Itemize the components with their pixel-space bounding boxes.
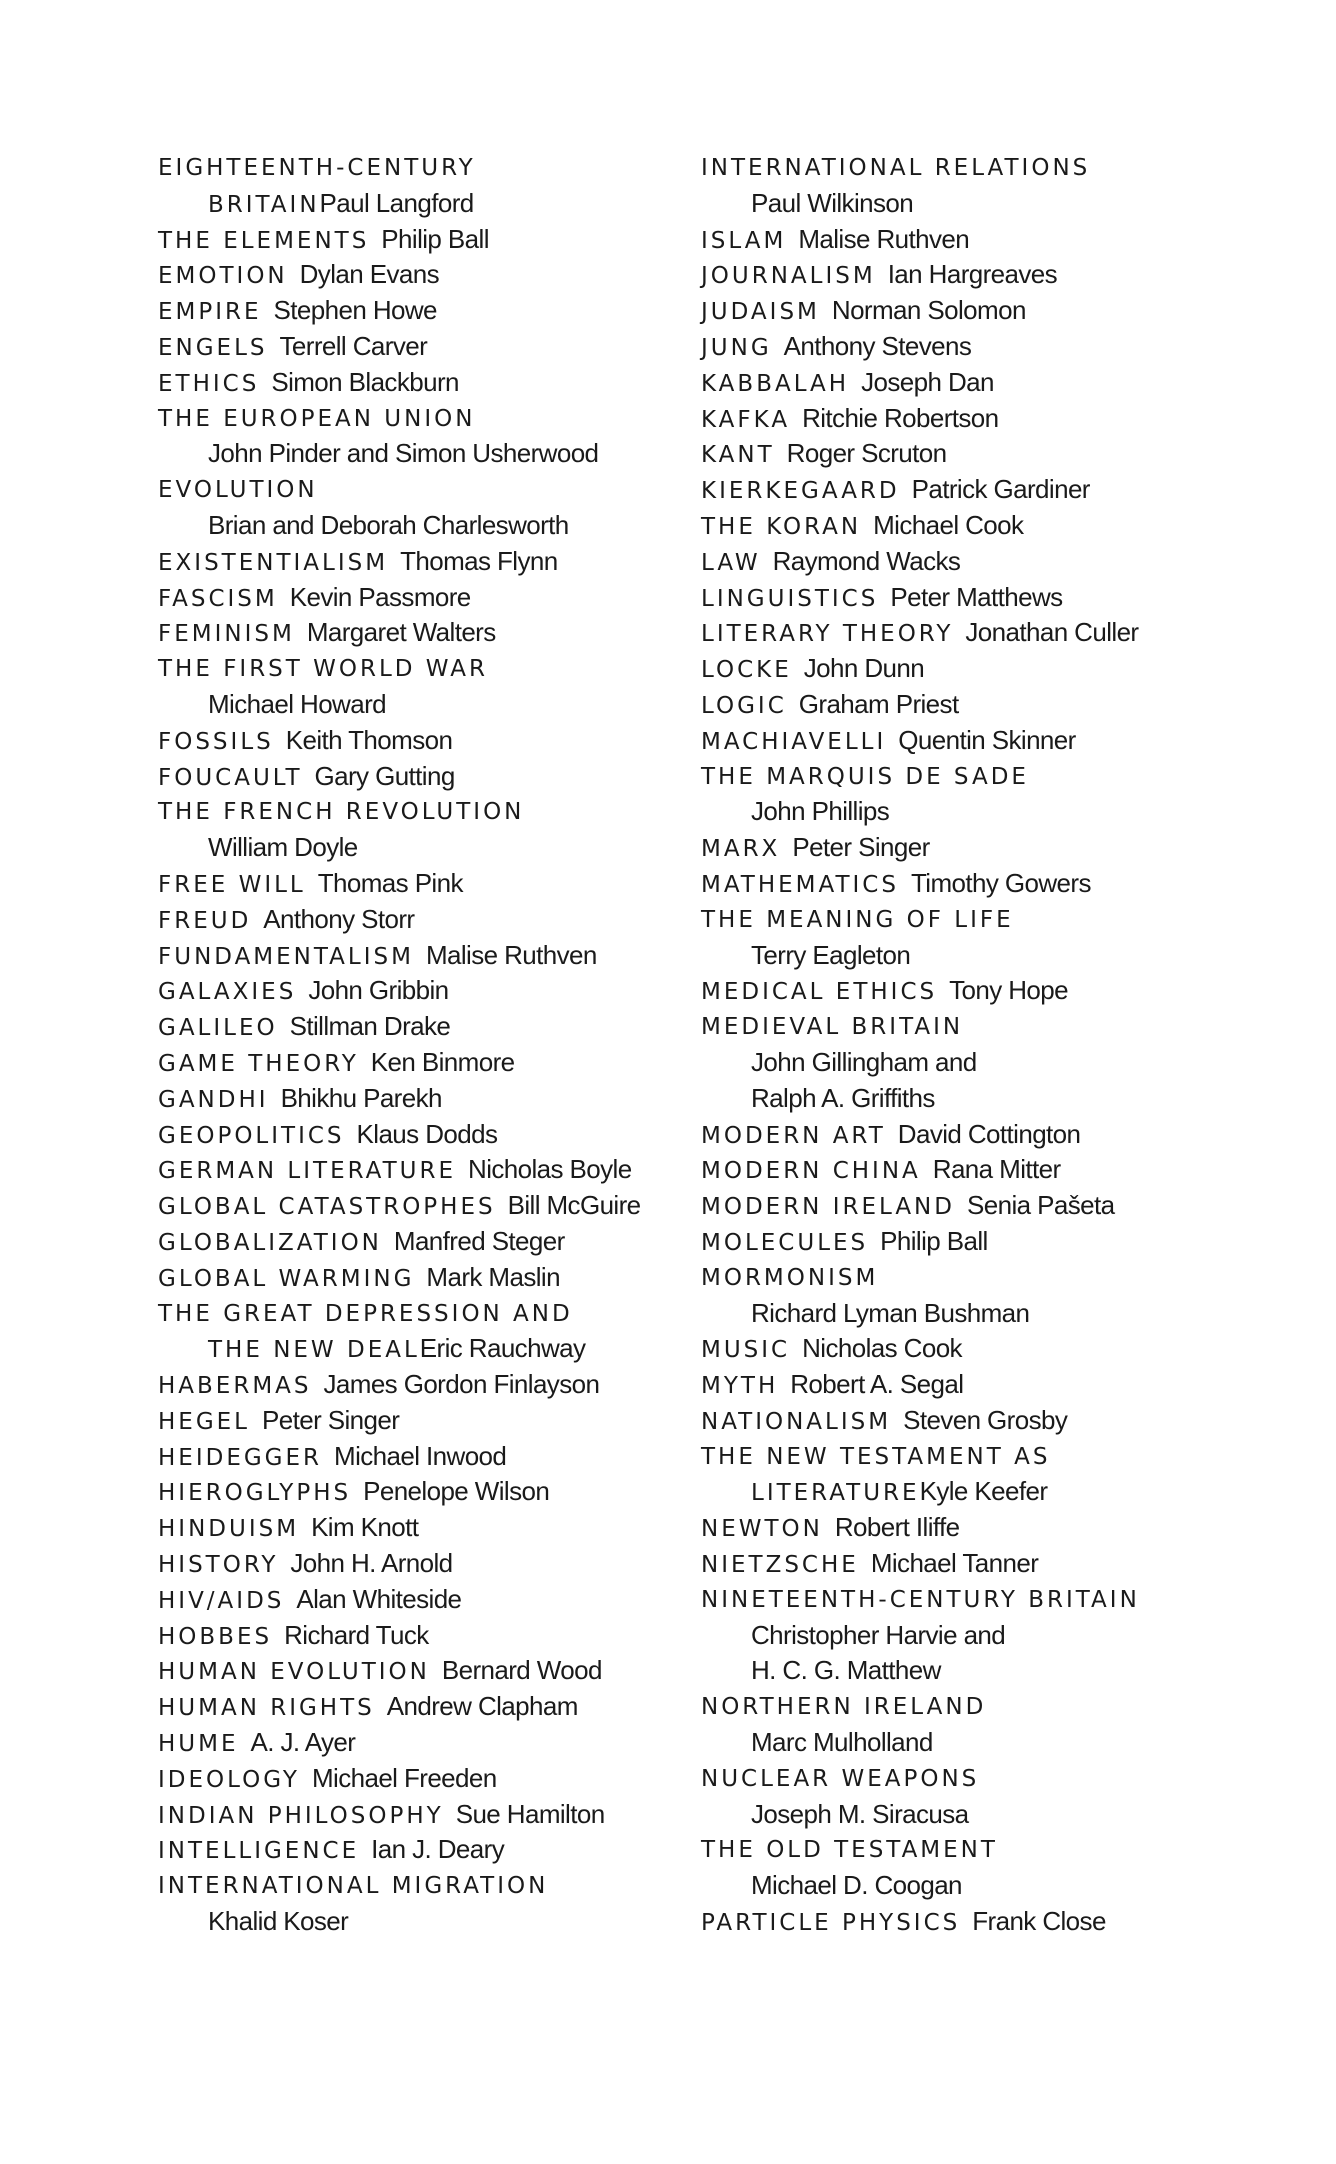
list-entry: [701, 866, 1261, 902]
entry-title: GLOBAL WARMING: [158, 1265, 415, 1292]
list-entry: [158, 1439, 678, 1475]
entry-author: Ken Binmore: [370, 1046, 515, 1077]
entry-author: Philip Ball: [381, 223, 489, 254]
entry-title: INTELLIGENCE: [158, 1838, 360, 1865]
entry-title: HINDUISM: [158, 1516, 300, 1543]
entry-title: GALAXIES: [158, 979, 297, 1006]
list-entry: [158, 1510, 678, 1546]
list-entry: [701, 1188, 1261, 1224]
entry-author: Peter Matthews: [890, 581, 1063, 612]
list-entry: [701, 1868, 1261, 1904]
list-entry: [701, 1081, 1261, 1117]
list-entry: [158, 1331, 678, 1367]
entry-author: Terrell Carver: [279, 330, 428, 361]
list-entry: [158, 1689, 678, 1725]
list-entry: [158, 1117, 678, 1153]
entry-title: MODERN IRELAND: [701, 1194, 955, 1221]
entry-author: Khalid Koser: [208, 1906, 349, 1937]
entry-author: Eric Rauchway: [419, 1333, 586, 1364]
entry-title: GANDHI: [158, 1086, 269, 1113]
list-entry: [701, 150, 1261, 186]
entry-author: Senia Pašeta: [966, 1190, 1115, 1221]
list-entry: [701, 1797, 1261, 1833]
list-entry: [158, 723, 678, 759]
entry-author: Gary Gutting: [314, 760, 455, 791]
list-entry: [701, 472, 1261, 508]
list-entry: [701, 1152, 1261, 1188]
entry-author: John Gribbin: [308, 975, 449, 1006]
entry-author: Richard Tuck: [284, 1619, 429, 1650]
entry-author: Quentin Skinner: [898, 724, 1076, 755]
entry-author: Margaret Walters: [306, 617, 496, 648]
entry-title: ISLAM: [701, 227, 787, 254]
entry-title: THE KORAN: [701, 513, 862, 540]
list-entry: [701, 436, 1261, 472]
entry-author: William Doyle: [208, 832, 358, 863]
entry-title: GLOBAL CATASTROPHES: [158, 1194, 496, 1221]
entry-title: MODERN CHINA: [701, 1158, 921, 1185]
list-entry: [158, 150, 678, 186]
entry-author: Michael Inwood: [334, 1440, 507, 1471]
list-entry: [158, 1582, 678, 1618]
entry-title: THE GREAT DEPRESSION AND: [158, 1300, 573, 1327]
list-entry: [701, 1403, 1261, 1439]
list-entry: [158, 1081, 678, 1117]
entry-title: LITERARY THEORY: [701, 621, 954, 648]
list-entry: [158, 830, 678, 866]
list-entry: [158, 1868, 678, 1904]
entry-title: KANT: [701, 442, 775, 469]
entry-author: Frank Close: [972, 1906, 1106, 1937]
entry-title: LITERATURE: [751, 1480, 920, 1507]
list-entry: [158, 580, 678, 616]
entry-title: FOSSILS: [158, 728, 274, 755]
entry-title: LOCKE: [701, 657, 792, 684]
entry-author: Tony Hope: [949, 975, 1069, 1006]
list-entry: [158, 401, 678, 437]
entry-title: THE NEW TESTAMENT AS: [701, 1443, 1051, 1470]
entry-title: LINGUISTICS: [701, 585, 879, 612]
entry-author: Philip Ball: [880, 1225, 988, 1256]
entry-title: EIGHTEENTH-CENTURY: [158, 155, 476, 181]
list-entry: [701, 759, 1261, 795]
list-entry: [701, 1689, 1261, 1725]
list-entry: [701, 973, 1261, 1009]
list-entry: [701, 508, 1261, 544]
list-entry: [158, 1725, 678, 1761]
entry-author: Michael Cook: [873, 509, 1024, 540]
entry-author: Terry Eagleton: [751, 939, 911, 970]
list-entry: [158, 866, 678, 902]
entry-title: GALILEO: [158, 1015, 278, 1042]
list-entry: [158, 544, 678, 580]
entry-title: HEGEL: [158, 1408, 250, 1435]
list-entry: [701, 1260, 1261, 1296]
entry-author: Malise Ruthven: [798, 223, 970, 254]
list-entry: [701, 186, 1261, 222]
list-entry: [158, 1546, 678, 1582]
entry-author: Nicholas Boyle: [468, 1154, 632, 1185]
entry-author: Brian and Deborah Charlesworth: [208, 509, 569, 540]
entry-author: Michael Freeden: [311, 1762, 497, 1793]
left-column: [158, 150, 678, 1940]
entry-title: IDEOLOGY: [158, 1766, 300, 1793]
list-entry: [158, 687, 678, 723]
list-entry: [701, 222, 1261, 258]
list-entry: [701, 1618, 1261, 1654]
entry-author: Klaus Dodds: [356, 1118, 498, 1149]
entry-author: Bhikhu Parekh: [280, 1082, 442, 1113]
entry-author: Jonathan Culler: [965, 617, 1139, 648]
list-entry: [701, 293, 1261, 329]
list-entry: [701, 687, 1261, 723]
entry-title: HUME: [158, 1731, 239, 1758]
entry-title: NORTHERN IRELAND: [701, 1694, 987, 1721]
entry-author: H. C. G. Matthew: [751, 1655, 941, 1686]
entry-author: Kevin Passmore: [289, 581, 471, 612]
list-entry: [158, 1653, 678, 1689]
entry-title: GEOPOLITICS: [158, 1122, 345, 1149]
entry-author: Roger Scruton: [786, 438, 947, 469]
list-entry: [158, 1832, 678, 1868]
list-entry: [701, 615, 1261, 651]
list-entry: [701, 257, 1261, 293]
list-entry: [158, 1904, 678, 1940]
entry-author: Raymond Wacks: [772, 545, 961, 576]
entry-author: David Cottington: [897, 1118, 1081, 1149]
entry-title: EMOTION: [158, 263, 288, 290]
list-entry: [701, 1009, 1261, 1045]
entry-title: JUNG: [701, 334, 772, 361]
entry-title: NATIONALISM: [701, 1408, 892, 1435]
list-entry: [701, 830, 1261, 866]
list-entry: [701, 1904, 1261, 1940]
entry-author: Christopher Harvie and: [751, 1619, 1006, 1650]
entry-author: John Gillingham and: [751, 1046, 977, 1077]
list-entry: [158, 436, 678, 472]
list-entry: [158, 938, 678, 974]
entry-author: Norman Solomon: [831, 295, 1026, 326]
list-entry: [701, 365, 1261, 401]
list-entry: [158, 615, 678, 651]
entry-title: MEDIEVAL BRITAIN: [701, 1014, 964, 1041]
list-entry: [701, 723, 1261, 759]
entry-title: INTERNATIONAL RELATIONS: [701, 155, 1091, 181]
list-entry: [701, 1653, 1261, 1689]
entry-author: Timothy Gowers: [910, 867, 1091, 898]
entry-author: Bernard Wood: [441, 1655, 602, 1686]
entry-author: Bill McGuire: [507, 1190, 641, 1221]
list-entry: [701, 544, 1261, 580]
list-entry: [701, 1546, 1261, 1582]
entry-title: FEMINISM: [158, 621, 295, 648]
entry-title: INTERNATIONAL MIGRATION: [158, 1873, 549, 1900]
list-entry: [701, 1331, 1261, 1367]
list-entry: [158, 1761, 678, 1797]
entry-author: Manfred Steger: [393, 1225, 565, 1256]
entry-title: THE MEANING OF LIFE: [701, 906, 1014, 933]
entry-title: FREUD: [158, 907, 252, 934]
list-entry: [158, 794, 678, 830]
entry-author: Alan Whiteside: [296, 1583, 462, 1614]
entry-author: Malise Ruthven: [425, 939, 597, 970]
list-entry: [701, 1439, 1261, 1475]
entry-author: Mark Maslin: [426, 1261, 560, 1292]
entry-author: Patrick Gardiner: [911, 474, 1090, 505]
list-entry: [158, 472, 678, 508]
entry-author: Robert Iliffe: [834, 1512, 960, 1543]
entry-title: JUDAISM: [701, 299, 820, 326]
entry-title: EXISTENTIALISM: [158, 549, 389, 576]
entry-author: Graham Priest: [798, 688, 959, 719]
entry-title: MOLECULES: [701, 1229, 869, 1256]
list-entry: [701, 401, 1261, 437]
list-entry: [701, 1725, 1261, 1761]
entry-title: THE MARQUIS DE SADE: [701, 763, 1029, 790]
list-entry: [158, 293, 678, 329]
entry-title: FREE WILL: [158, 871, 306, 898]
entry-title: ETHICS: [158, 370, 260, 397]
entry-title: NINETEENTH-CENTURY BRITAIN: [701, 1586, 1140, 1613]
entry-title: MATHEMATICS: [701, 871, 899, 898]
list-entry: [701, 1761, 1261, 1797]
entry-title: THE FIRST WORLD WAR: [158, 656, 489, 683]
entry-title: MEDICAL ETHICS: [701, 979, 938, 1006]
list-entry: [158, 1367, 678, 1403]
list-entry: [158, 186, 678, 222]
entry-author: Nicholas Cook: [802, 1333, 962, 1364]
entry-title: ENGELS: [158, 334, 268, 361]
entry-title: HUMAN EVOLUTION: [158, 1659, 430, 1686]
list-entry: [158, 257, 678, 293]
entry-author: John Phillips: [751, 796, 890, 827]
list-entry: [158, 508, 678, 544]
list-entry: [701, 1832, 1261, 1868]
entry-author: Joseph Dan: [861, 366, 994, 397]
entry-author: Michael Howard: [208, 688, 387, 719]
entry-author: Richard Lyman Bushman: [751, 1297, 1030, 1328]
list-entry: [158, 365, 678, 401]
list-entry: [701, 794, 1261, 830]
list-entry: [158, 1009, 678, 1045]
entry-title: FUNDAMENTALISM: [158, 943, 414, 970]
list-entry: [701, 329, 1261, 365]
list-entry: [158, 1045, 678, 1081]
entry-author: A. J. Ayer: [250, 1727, 356, 1758]
entry-title: KAFKA: [701, 406, 791, 433]
entry-title: GAME THEORY: [158, 1050, 359, 1077]
list-entry: [158, 973, 678, 1009]
list-entry: [158, 1618, 678, 1654]
entry-title: PARTICLE PHYSICS: [701, 1910, 961, 1937]
list-entry: [701, 1582, 1261, 1618]
entry-title: EMPIRE: [158, 299, 262, 326]
entry-title: MACHIAVELLI: [701, 728, 887, 755]
entry-author: Stillman Drake: [289, 1011, 451, 1042]
entry-author: Stephen Howe: [273, 295, 437, 326]
entry-author: Steven Grosby: [903, 1404, 1068, 1435]
entry-title: HOBBES: [158, 1623, 273, 1650]
entry-title: THE NEW DEAL: [208, 1337, 420, 1364]
list-entry: [701, 1510, 1261, 1546]
list-entry: [701, 580, 1261, 616]
entry-author: Anthony Storr: [263, 903, 415, 934]
entry-title: NEWTON: [701, 1516, 823, 1543]
entry-author: Dylan Evans: [299, 259, 439, 290]
entry-title: HISTORY: [158, 1552, 279, 1579]
entry-title: THE FRENCH REVOLUTION: [158, 799, 525, 826]
entry-author: Ian Hargreaves: [887, 259, 1058, 290]
list-entry: [158, 222, 678, 258]
entry-author: Andrew Clapham: [386, 1691, 578, 1722]
entry-title: KIERKEGAARD: [701, 478, 900, 505]
entry-title: LOGIC: [701, 692, 787, 719]
entry-author: Peter Singer: [792, 832, 930, 863]
list-entry: [158, 1188, 678, 1224]
list-entry: [701, 938, 1261, 974]
list-entry: [158, 651, 678, 687]
entry-author: Ian J. Deary: [371, 1834, 505, 1865]
entry-title: HUMAN RIGHTS: [158, 1695, 375, 1722]
entry-title: BRITAIN: [208, 191, 320, 218]
list-entry: [701, 1367, 1261, 1403]
entry-title: HIV/AIDS: [158, 1587, 285, 1614]
entry-title: MUSIC: [701, 1337, 791, 1364]
list-entry: [701, 1117, 1261, 1153]
list-entry: [158, 1260, 678, 1296]
entry-author: Paul Wilkinson: [751, 187, 914, 218]
entry-title: MORMONISM: [701, 1264, 879, 1291]
list-entry: [158, 902, 678, 938]
entry-author: Robert A. Segal: [790, 1369, 964, 1400]
entry-author: Kyle Keefer: [919, 1476, 1048, 1507]
list-entry: [158, 1224, 678, 1260]
entry-author: Thomas Flynn: [400, 545, 558, 576]
list-entry: [701, 1224, 1261, 1260]
entry-title: HEIDEGGER: [158, 1444, 323, 1471]
entry-author: Marc Mulholland: [751, 1727, 933, 1758]
entry-title: KABBALAH: [701, 370, 850, 397]
entry-author: Rana Mitter: [932, 1154, 1061, 1185]
list-entry: [158, 1474, 678, 1510]
entry-title: GLOBALIZATION: [158, 1229, 382, 1256]
entry-author: Anthony Stevens: [783, 330, 972, 361]
list-entry: [701, 1474, 1261, 1510]
entry-title: THE OLD TESTAMENT: [701, 1837, 998, 1864]
entry-author: Michael D. Coogan: [751, 1870, 962, 1901]
list-entry: [701, 651, 1261, 687]
entry-author: John Dunn: [803, 653, 925, 684]
entry-title: INDIAN PHILOSOPHY: [158, 1802, 444, 1829]
entry-author: Paul Langford: [319, 187, 474, 218]
entry-author: Ritchie Robertson: [802, 402, 999, 433]
list-entry: [158, 1797, 678, 1833]
entry-title: FASCISM: [158, 585, 278, 612]
entry-author: Keith Thomson: [285, 724, 453, 755]
entry-author: Joseph M. Siracusa: [751, 1798, 969, 1829]
entry-author: Thomas Pink: [317, 867, 463, 898]
entry-author: Penelope Wilson: [363, 1476, 550, 1507]
list-entry: [158, 759, 678, 795]
entry-author: Ralph A. Griffiths: [751, 1082, 935, 1113]
entry-author: Kim Knott: [311, 1512, 419, 1543]
list-entry: [158, 1152, 678, 1188]
entry-title: MYTH: [701, 1373, 779, 1400]
entry-title: JOURNALISM: [701, 263, 876, 290]
list-entry: [701, 1045, 1261, 1081]
entry-author: James Gordon Finlayson: [323, 1369, 600, 1400]
entry-author: John H. Arnold: [290, 1548, 453, 1579]
entry-title: HABERMAS: [158, 1373, 312, 1400]
entry-title: HIEROGLYPHS: [158, 1480, 352, 1507]
entry-author: Sue Hamilton: [455, 1798, 605, 1829]
entry-author: John Pinder and Simon Usherwood: [208, 438, 599, 469]
right-column: [701, 150, 1261, 1940]
list-entry: [158, 1296, 678, 1332]
entry-author: Peter Singer: [262, 1404, 400, 1435]
entry-title: FOUCAULT: [158, 764, 303, 791]
entry-author: Simon Blackburn: [271, 366, 459, 397]
list-entry: [701, 1296, 1261, 1332]
entry-title: THE ELEMENTS: [158, 227, 370, 254]
list-entry: [158, 1403, 678, 1439]
entry-title: NUCLEAR WEAPONS: [701, 1765, 980, 1792]
entry-title: EVOLUTION: [158, 477, 318, 504]
entry-author: Michael Tanner: [870, 1548, 1039, 1579]
entry-title: MARX: [701, 836, 781, 863]
entry-title: LAW: [701, 549, 761, 576]
entry-title: GERMAN LITERATURE: [158, 1158, 457, 1185]
entry-title: MODERN ART: [701, 1122, 886, 1149]
entry-title: THE EUROPEAN UNION: [158, 405, 476, 432]
list-entry: [701, 902, 1261, 938]
entry-title: NIETZSCHE: [701, 1552, 859, 1579]
list-entry: [158, 329, 678, 365]
